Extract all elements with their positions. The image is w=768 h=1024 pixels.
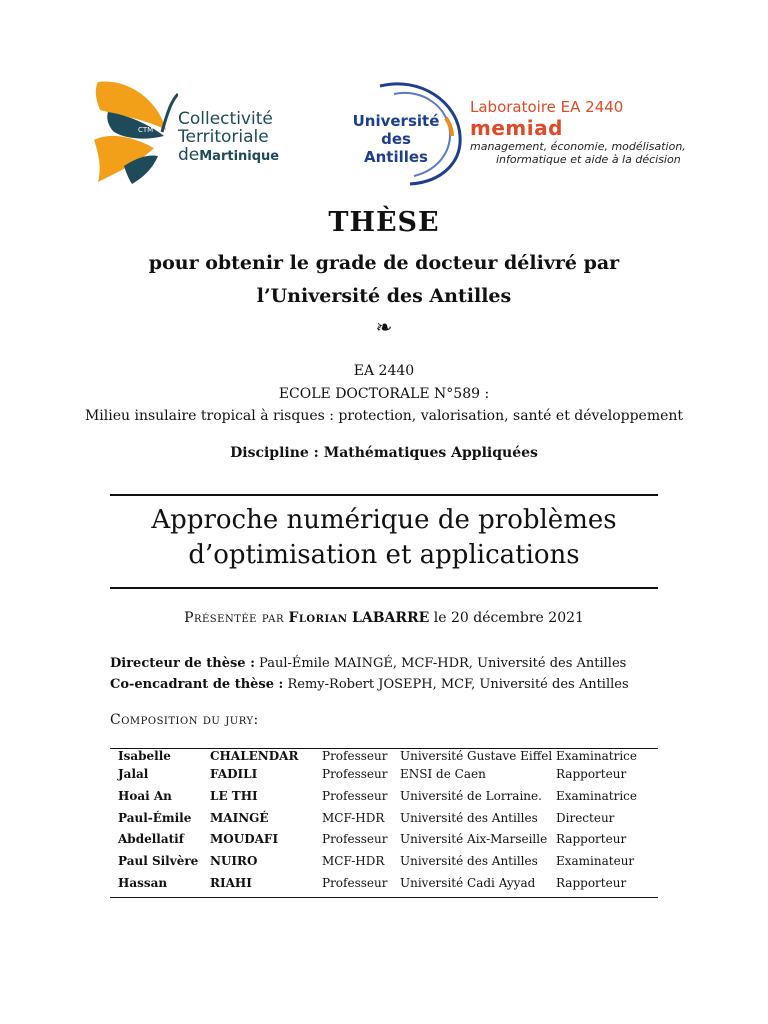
- jury-university: Université Cadi Ayyad: [400, 876, 536, 890]
- jury-last-name: NUIRO: [210, 854, 258, 868]
- jury-last-name: FADILI: [210, 767, 258, 781]
- table-row: [110, 811, 658, 831]
- doctoral-school: ECOLE DOCTORALE N°589 :: [278, 386, 490, 402]
- ctm-line3-name: Martinique: [199, 149, 280, 164]
- jury-last-name: MAINGÉ: [210, 811, 269, 825]
- title-rule-bottom: [110, 587, 658, 589]
- co-supervisor-value: Remy-Robert JOSEPH, MCF, Université des Antilles: [287, 677, 629, 692]
- discipline: Discipline : Mathématiques Appliquées: [230, 445, 538, 461]
- ctm-wordmark: [178, 110, 279, 166]
- jury-university: Université Gustave Eiffel: [400, 749, 553, 763]
- memiad-tagline-1: management, économie, modélisation,: [470, 140, 686, 153]
- presented-by: [0, 610, 768, 626]
- jury-last-name: MOUDAFI: [210, 832, 279, 846]
- degree-line-2: l’Université des Antilles: [256, 285, 512, 307]
- co-supervisor-line: [110, 677, 629, 692]
- table-row: [110, 832, 658, 852]
- co-supervisor-label: Co-encadrant de thèse :: [110, 677, 284, 692]
- jury-rank: MCF-HDR: [322, 854, 385, 868]
- ua-line1: Université: [352, 112, 440, 130]
- title-rule-top: [110, 494, 658, 496]
- jury-rank: Professeur: [322, 789, 388, 803]
- author-last-name: LABARRE: [351, 610, 430, 626]
- author-first-name: Florian: [288, 610, 348, 626]
- table-row: [110, 854, 658, 874]
- jury-first-name: Jalal: [118, 767, 149, 781]
- ctm-line3: [178, 146, 279, 166]
- jury-last-name: LE THI: [210, 789, 258, 803]
- jury-university: Université de Lorraine.: [400, 789, 542, 803]
- ctm-badge: CTM: [138, 126, 154, 134]
- fleuron-ornament: ❧: [375, 315, 393, 339]
- jury-role: Rapporteur: [556, 767, 627, 781]
- ctm-line1: Collectivité: [178, 109, 273, 129]
- ctm-line3-prefix: de: [178, 145, 200, 165]
- research-unit: EA 2440: [353, 363, 415, 379]
- table-row: [110, 789, 658, 809]
- ua-wordmark: [352, 112, 440, 166]
- ctm-logo: [88, 70, 288, 190]
- thesis-title-line1: Approche numérique de problèmes: [151, 505, 617, 535]
- jury-last-name: CHALENDAR: [210, 749, 299, 763]
- memiad-lab: Laboratoire EA 2440: [470, 98, 624, 116]
- jury-rank: Professeur: [322, 767, 388, 781]
- thesis-title-line2: d’optimisation et applications: [188, 540, 580, 570]
- presented-prefix: Présentée par: [184, 610, 284, 626]
- table-row: [110, 749, 658, 769]
- jury-university: Université des Antilles: [400, 854, 538, 868]
- director-value: Paul-Émile MAINGÉ, MCF-HDR, Université des Antilles: [259, 656, 627, 671]
- jury-last-name: RIAHI: [210, 876, 252, 890]
- jury-rank: Professeur: [322, 749, 388, 763]
- memiad-name: memiad: [470, 116, 563, 140]
- director-label: Directeur de thèse :: [110, 656, 255, 671]
- doctoral-school-name: Milieu insulaire tropical à risques : protection, valorisation, santé et développement: [84, 408, 684, 424]
- jury-role: Directeur: [556, 811, 615, 825]
- ua-line2: des Antilles: [364, 130, 428, 166]
- jury-rank: Professeur: [322, 832, 388, 846]
- jury-rank: Professeur: [322, 876, 388, 890]
- jury-rule-bottom: [110, 897, 658, 898]
- memiad-tagline-2: informatique et aide à la décision: [496, 153, 681, 166]
- thesis-title: [110, 503, 658, 573]
- table-row: [110, 876, 658, 896]
- jury-role: Rapporteur: [556, 876, 627, 890]
- jury-university: Université Aix-Marseille: [400, 832, 548, 846]
- jury-university: ENSI de Caen: [400, 767, 486, 781]
- butterfly-icon: [88, 70, 178, 190]
- jury-first-name: Isabelle: [118, 749, 171, 763]
- jury-role: Rapporteur: [556, 832, 627, 846]
- memiad-logo: [470, 98, 710, 166]
- jury-first-name: Paul-Émile: [118, 811, 192, 825]
- jury-heading: Composition du jury:: [110, 712, 259, 728]
- director-line: [110, 656, 626, 671]
- jury-role: Examinatrice: [556, 789, 637, 803]
- jury-first-name: Abdellatif: [118, 832, 184, 846]
- universite-antilles-logo: [350, 78, 465, 188]
- jury-first-name: Hoai An: [118, 789, 172, 803]
- jury-role: Examinateur: [556, 854, 635, 868]
- jury-role: Examinatrice: [556, 749, 637, 763]
- table-row: [110, 767, 658, 787]
- defense-date: le 20 décembre 2021: [433, 610, 584, 626]
- document-type: THÈSE: [328, 207, 440, 238]
- ctm-line2: Territoriale: [178, 127, 269, 147]
- jury-rank: MCF-HDR: [322, 811, 385, 825]
- jury-university: Université des Antilles: [400, 811, 538, 825]
- degree-line-1: pour obtenir le grade de docteur délivré par: [148, 252, 620, 274]
- jury-first-name: Paul Silvère: [118, 854, 199, 868]
- jury-first-name: Hassan: [118, 876, 168, 890]
